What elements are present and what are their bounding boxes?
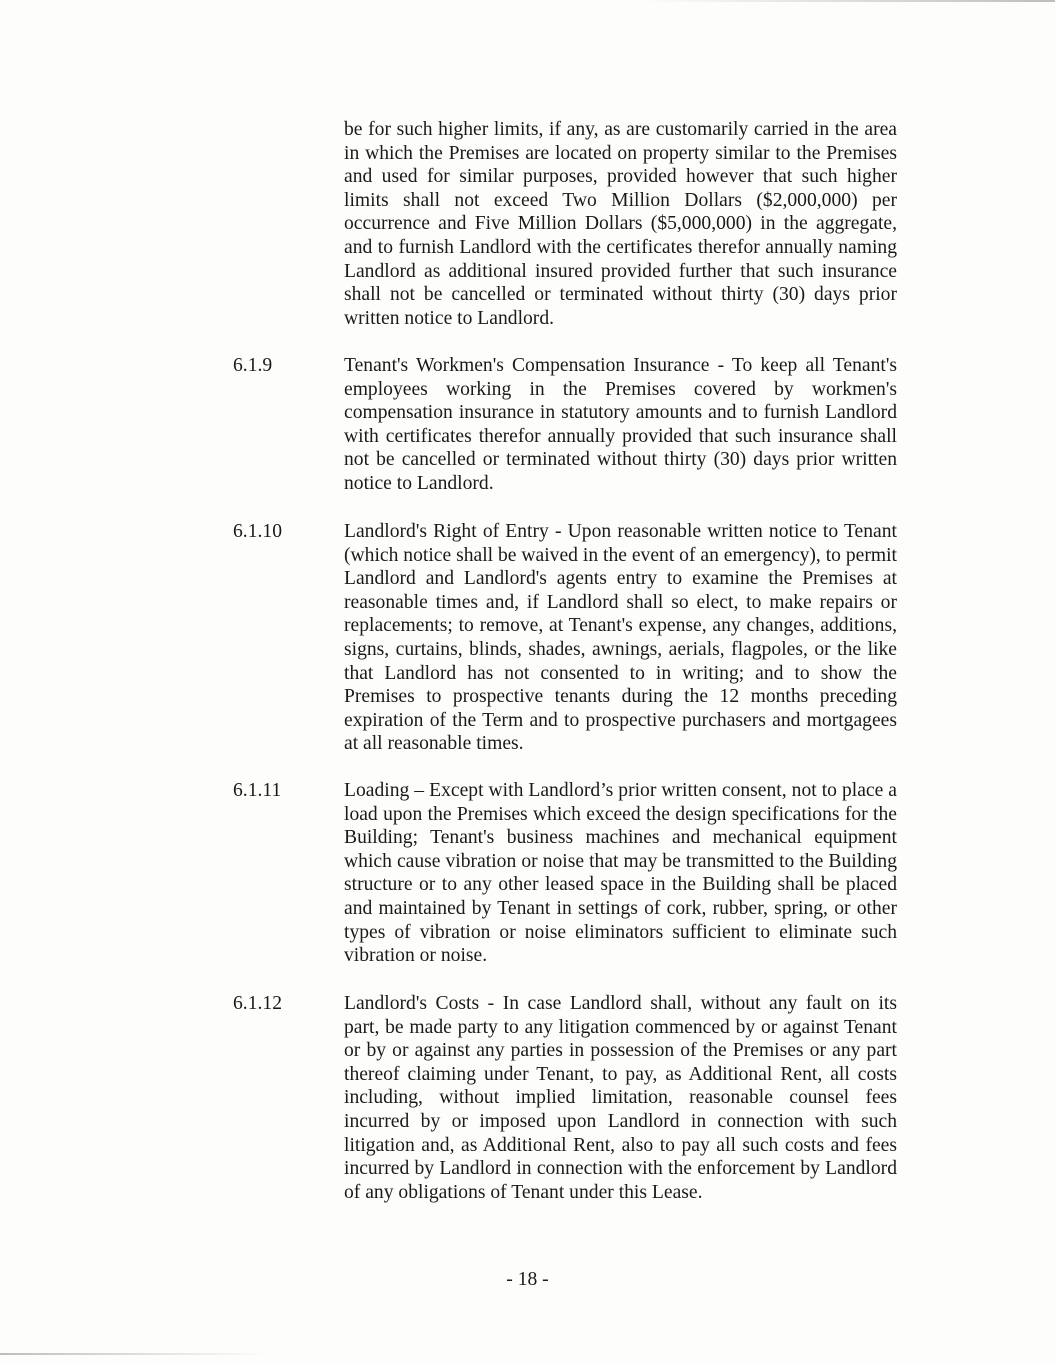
section-text-6-1-11: Loading – Except with Landlord’s prior written consent, not to place a load upon the Premises which exceed the design specifications for the Building; Tenant's business machines and mechanical equipment which cause vibration or noise that may be transmitted to the Building structure or to any other leased space in the Building shall be placed and maintained by Tenant in settings of cork, rubber, spring, or other types of vibration or noise eliminators sufficient to eliminate such vibration or noise. — [344, 780, 897, 967]
continuation-paragraph: be for such higher limits, if any, as are customarily carried in the area in which the Premises are located on property similar to the Premises and used for similar purposes, provided however that such higher limits shall not exceed Two Million Dollars ($2,000,000) per occurrence and Five Million Dollars ($5,000,000) in the aggregate, and to furnish Landlord with the certificates therefor annually naming Landlord as additional insured provided further that such insurance shall not be cancelled or terminated without thirty (30) days prior written notice to Landlord. — [344, 119, 897, 329]
section-number-6-1-12: 6.1.12 — [233, 993, 282, 1014]
section-number-6-1-11: 6.1.11 — [233, 780, 282, 801]
section-text-6-1-12: Landlord's Costs - In case Landlord shall, without any fault on its part, be made party to any litigation commenced by or against Tenant or by or against any parties in possession of the Premises or any part thereof claiming under Tenant, to pay, as Additional Rent, all costs including, without implied limitation, reasonable counsel fees incurred by or imposed upon Landlord in connection with such litigation and, as Additional Rent, also to pay all such costs and fees incurred by Landlord in connection with the enforcement by Landlord of any obligations of Tenant under this Lease. — [344, 993, 897, 1203]
section-number-6-1-9: 6.1.9 — [233, 355, 273, 376]
section-text-6-1-9: Tenant's Workmen's Compensation Insurance - To keep all Tenant's employees working in the Premises covered by workmen's compensation insurance in statutory amounts and to furnish Landlord with certificates therefor annually provided that such insurance shall not be cancelled or terminated without thirty (30) days prior written notice to Landlord. — [344, 355, 897, 494]
page-number: - 18 - — [506, 1269, 549, 1290]
section-number-6-1-10: 6.1.10 — [233, 521, 282, 542]
scan-edge-top — [640, 0, 1055, 2]
section-text-6-1-10: Landlord's Right of Entry - Upon reasonable written notice to Tenant (which notice shall be waived in the event of an emergency), to permit Landlord and Landlord's agents entry to examine the Premises at reasonable times and, if Landlord shall so elect, to make repairs or replacements; to remove, at Tenant's expense, any changes, additions, signs, curtains, blinds, shades, awnings, aerials, flagpoles, or the like that Landlord has not consented to in writing; and to show the Premises to prospective tenants during the 12 months preceding expiration of the Term and to prospective purchasers and mortgagees at all reasonable times. — [344, 521, 897, 755]
scan-edge-bottom — [0, 1353, 270, 1355]
